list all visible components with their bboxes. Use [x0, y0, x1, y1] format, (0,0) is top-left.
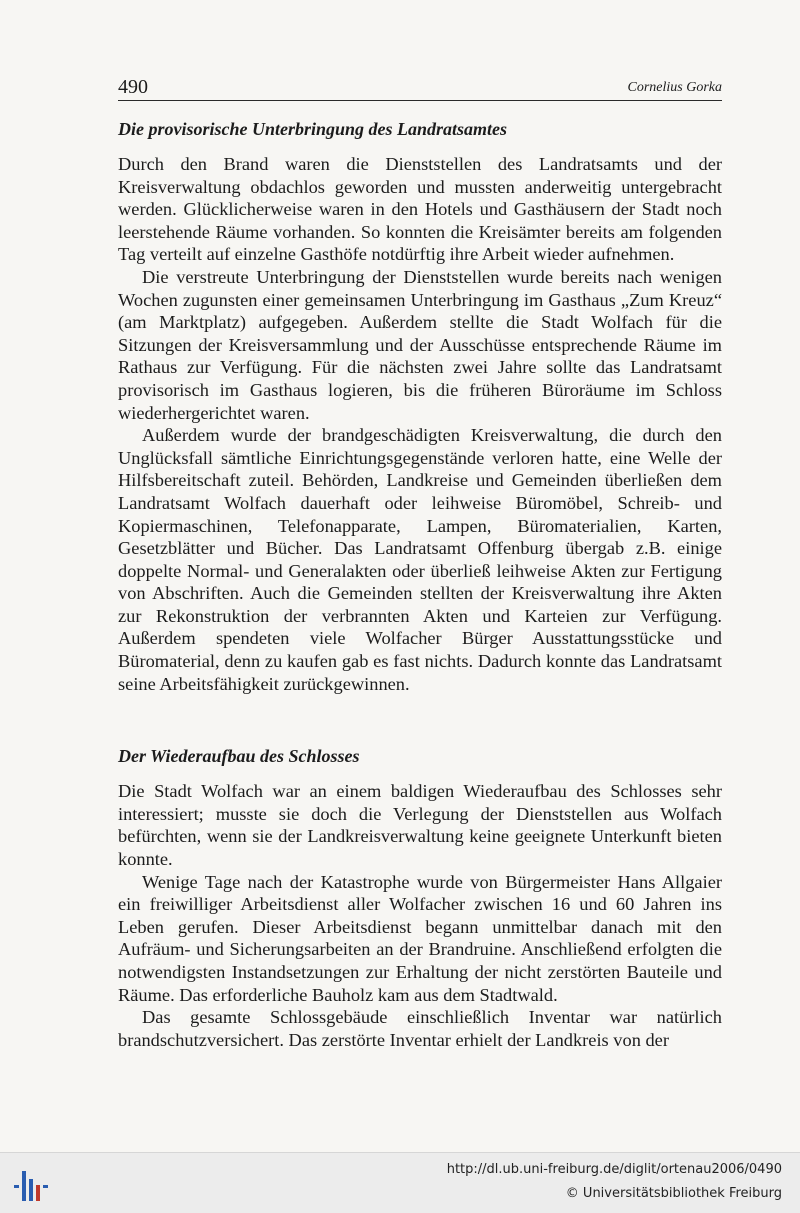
page-number: 490	[118, 76, 148, 98]
section-title: Die provisorische Unterbringung des Landratsamtes	[118, 119, 508, 139]
paragraph: Wenige Tage nach der Katastrophe wurde von Bürgermeister Hans Allgaier ein freiwilliger Arbeitsdienst aller Wolfacher zwischen 16 und 60 Jahren ins Leben gerufen. Dieser Arbeitsdienst begann unmittelbar danach mit den Aufräum- und Sicherungsarbeiten an der Brandruine. Anschließend erfolgten die notwendigsten Instandsetzungen zur Erhaltung der nicht zerstörten Bauteile und Räume. Das erforderliche Bauholz kam aus dem Stadtwald.	[118, 871, 722, 1005]
ub-freiburg-logo-icon	[10, 1165, 54, 1205]
body-text	[118, 118, 722, 1051]
section-title: Der Wiederaufbau des Schlosses	[118, 746, 360, 767]
viewer-footer	[0, 1152, 800, 1213]
paragraph: Die Stadt Wolfach war an einem baldigen Wiederaufbau des Schlosses sehr interessiert; musste sie doch die Verlegung der Dienststellen aus Wolfach befürchten, wenn sie der Landkreisverwaltung keine geeignete Unterkunft bieten konnte.	[118, 781, 722, 870]
page-header	[118, 76, 722, 101]
paragraph: Außerdem wurde der brandgeschädigten Kreisverwaltung, die durch den Unglücksfall sämtliche Einrichtungsgegenstände verloren hatte, eine Welle der Hilfsbereitschaft zuteil. Behörden, Landkreise und Gemeinden überließen dem Landratsamt Wolfach dauerhaft oder leihweise Büromöbel, Schreib- und Kopiermaschinen, Telefonapparate, Lampen, Büromaterialien, Karten, Gesetzblätter und Bücher. Das Landratsamt Offenburg übergab z.B. einige doppelte Normal- und Generalakten oder überließ leihweise Akten zur Fertigung von Abschriften. Auch die Gemeinden stellten der Kreisverwaltung ihre Akten zur Rekonstruktion der verbrannten Akten und Karteien zur Verfügung. Außerdem spendeten viele Wolfacher Bürger Ausstattungsstücke und Büromaterial, denn zu kaufen gab es fast nichts. Dadurch konnte das Landratsamt seine Arbeitsfähigkeit zurückgewinnen.	[118, 425, 722, 694]
paragraph: Das gesamte Schlossgebäude einschließlich Inventar war natürlich brandschutzversichert. Das zerstörte Inventar erhielt der Landkreis von der	[118, 1007, 722, 1050]
paragraph: Die verstreute Unterbringung der Dienststellen wurde bereits nach wenigen Wochen zugunsten einer gemeinsamen Unterbringung im Gasthaus „Zum Kreuz“ (am Marktplatz) aufgegeben. Außerdem stellte die Stadt Wolfach für die Sitzungen der Kreisversammlung und der Ausschüsse entsprechende Räume im Rathaus zur Verfügung. Für die nächsten zwei Jahre sollte das Landratsamt provisorisch im Gasthaus logieren, bis die früheren Büroräume im Schloss wiederhergerichtet waren.	[118, 266, 722, 423]
running-head-author: Cornelius Gorka	[627, 80, 722, 95]
document-url-link[interactable]: http://dl.ub.uni-freiburg.de/diglit/ortenau2006/0490	[446, 1162, 782, 1177]
ub-freiburg-logo-icon[interactable]	[10, 1165, 54, 1205]
paragraph: Durch den Brand waren die Dienststellen des Landratsamts und der Kreisverwaltung obdachlos geworden und mussten anderweitig untergebracht werden. Glücklicherweise waren in den Hotels und Gasthäusern der Stadt noch leerstehende Räume vorhanden. So konnten die Kreisämter bereits am folgenden Tag verteilt auf einzelne Gasthöfe notdürftig ihre Arbeit wieder aufnehmen.	[118, 154, 722, 265]
copyright-notice: © Universitätsbibliothek Freiburg	[565, 1186, 782, 1201]
